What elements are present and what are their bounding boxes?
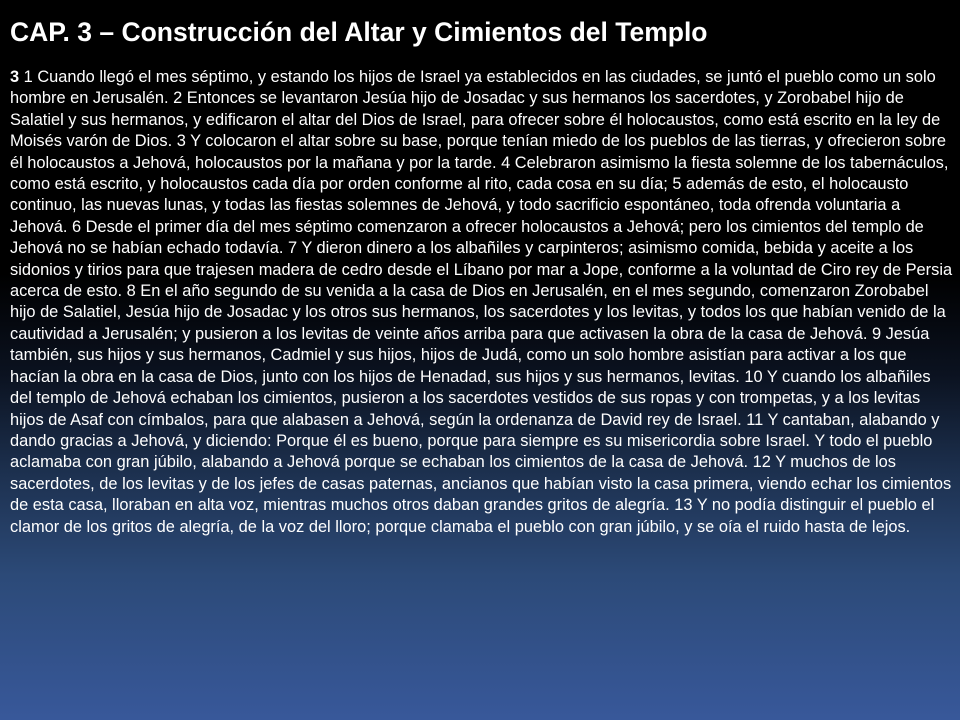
chapter-number: 3 bbox=[10, 68, 20, 86]
slide-title: CAP. 3 – Construcción del Altar y Cimientos del Templo bbox=[10, 17, 708, 47]
scripture-body: 1 Cuando llegó el mes séptimo, y estando los hijos de Israel ya establecidos en las ciudades, se juntó el pueblo como un solo hombre en Jerusalén. 2 Entonces se levantaron Jesúa hijo de Josadac y sus hermanos los sacerdotes, y Zorobabel hijo de Salatiel y sus hermanos, y edificaron el altar del Dios de Israel, para ofrecer sobre él holocaustos, como está escrito en la ley de Moisés varón de Dios. 3 Y colocaron el altar sobre su base, porque tenían miedo de los pueblos de las tierras, y ofrecieron sobre él holocaustos a Jehová, holocaustos por la mañana y por la tarde. 4 Celebraron asimismo la fiesta solemne de los tabernáculos, como está escrito, y holocaustos cada día por orden conforme al rito, cada cosa en su día; 5 además de esto, el holocausto continuo, las nuevas lunas, y todas las fiestas solemnes de Jehová, y todo sacrificio espontáneo, toda ofrenda voluntaria a Jehová. 6 Desde el primer día del mes séptimo comenzaron a ofrecer holocaustos a Jehová; pero los cimientos del templo de Jehová no se habían echado todavía. 7 Y dieron dinero a los albañiles y carpinteros; asimismo comida, bebida y aceite a los sidonios y tirios para que trajesen madera de cedro desde el Líbano por mar a Jope, conforme a la voluntad de Ciro rey de Persia acerca de esto. 8 En el año segundo de su venida a la casa de Dios en Jerusalén, en el mes segundo, comenzaron Zorobabel hijo de Salatiel, Jesúa hijo de Josadac y los otros sus hermanos, los sacerdotes y los levitas, y todos los que habían venido de la cautividad a Jerusalén; y pusieron a los levitas de veinte años arriba para que activasen la obra de la casa de Jehová. 9 Jesúa también, sus hijos y sus hermanos, Cadmiel y sus hijos, hijos de Judá, como un solo hombre asistían para activar a los que hacían la obra en la casa de Dios, junto con los hijos de Henadad, sus hijos y sus hermanos, levitas. 10 Y cuando los albañiles del templo de Jehová echaban los cimientos, pusieron a los sacerdotes vestidos de sus ropas y con trompetas, y a los levitas hijos de Asaf con címbalos, para que alabasen a Jehová, según la ordenanza de David rey de Israel. 11 Y cantaban, alabando y dando gracias a Jehová, y diciendo: Porque él es bueno, porque para siempre es su misericordia sobre Israel. Y todo el pueblo aclamaba con gran júbilo, alabando a Jehová porque se echaban los cimientos de la casa de Jehová. 12 Y muchos de los sacerdotes, de los levitas y de los jefes de casas paternas, ancianos que habían visto la casa primera, viendo echar los cimientos de esta casa, lloraban en alta voz, mientras muchos otros daban grandes gritos de alegría. 13 Y no podía distinguir el pueblo el clamor de los gritos de alegría, de la voz del lloro; porque clamaba el pueblo con gran júbilo, y se oía el ruido hasta de lejos. bbox=[10, 68, 953, 536]
scripture-text bbox=[10, 67, 954, 538]
